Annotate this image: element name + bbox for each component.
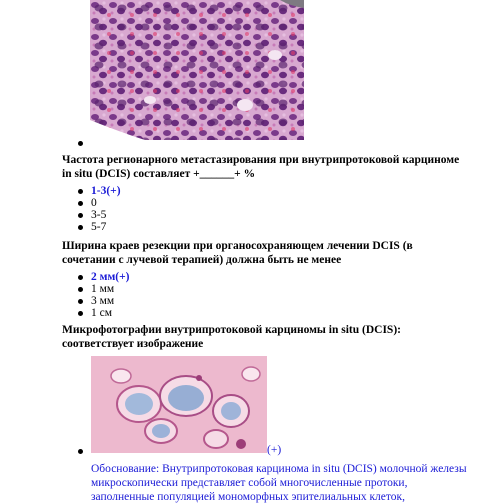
answer-label: 3-5 bbox=[91, 209, 107, 221]
answer-option[interactable] bbox=[78, 197, 121, 209]
answer-label: 5-7 bbox=[91, 221, 107, 233]
histology-micrograph-icon bbox=[91, 356, 267, 453]
answer-label: 1 мм bbox=[91, 283, 115, 295]
answer-label: 0 bbox=[91, 197, 97, 209]
answer-label-correct: 2 мм(+) bbox=[91, 271, 130, 283]
answer-option[interactable] bbox=[78, 221, 121, 233]
list-bullet bbox=[78, 449, 83, 454]
question-3-text: Микрофотографии внутрипротоковой карциномы in situ (DCIS): соответствует изображение bbox=[62, 324, 401, 350]
answer-option[interactable] bbox=[78, 295, 130, 307]
answer-option[interactable] bbox=[78, 271, 130, 283]
top-histology-image bbox=[90, 0, 304, 140]
question-1-answers bbox=[78, 185, 121, 233]
question-1-text: Частота регионарного метастазирования при внутрипротоковой карциноме in situ (DCIS) составляет +______+ % bbox=[62, 154, 460, 180]
correct-image-mark: (+) bbox=[267, 444, 282, 456]
bottom-histology-image[interactable] bbox=[91, 356, 267, 453]
histology-micrograph-icon bbox=[90, 0, 304, 140]
answer-option[interactable] bbox=[78, 307, 130, 319]
answer-label-correct: 1-3(+) bbox=[91, 185, 121, 197]
question-2-text: Ширина краев резекции при органосохраняющем лечении DCIS (в сочетании с лучевой терапией) должна быть не менее bbox=[62, 240, 413, 266]
answer-label: 3 мм bbox=[91, 295, 115, 307]
answer-label: 1 см bbox=[91, 307, 113, 319]
answer-option[interactable] bbox=[78, 209, 121, 221]
list-bullet bbox=[78, 141, 83, 146]
answer-option[interactable] bbox=[78, 185, 121, 197]
question-2-answers bbox=[78, 271, 130, 319]
explanation-text: Обоснование: Внутрипротоковая карцинома in situ (DCIS) молочной железы микроскопически представляет собой многочисленные протоки, заполненные популяцией мономорфных эпителиальных клеток, bbox=[91, 463, 467, 503]
answer-option[interactable] bbox=[78, 283, 130, 295]
